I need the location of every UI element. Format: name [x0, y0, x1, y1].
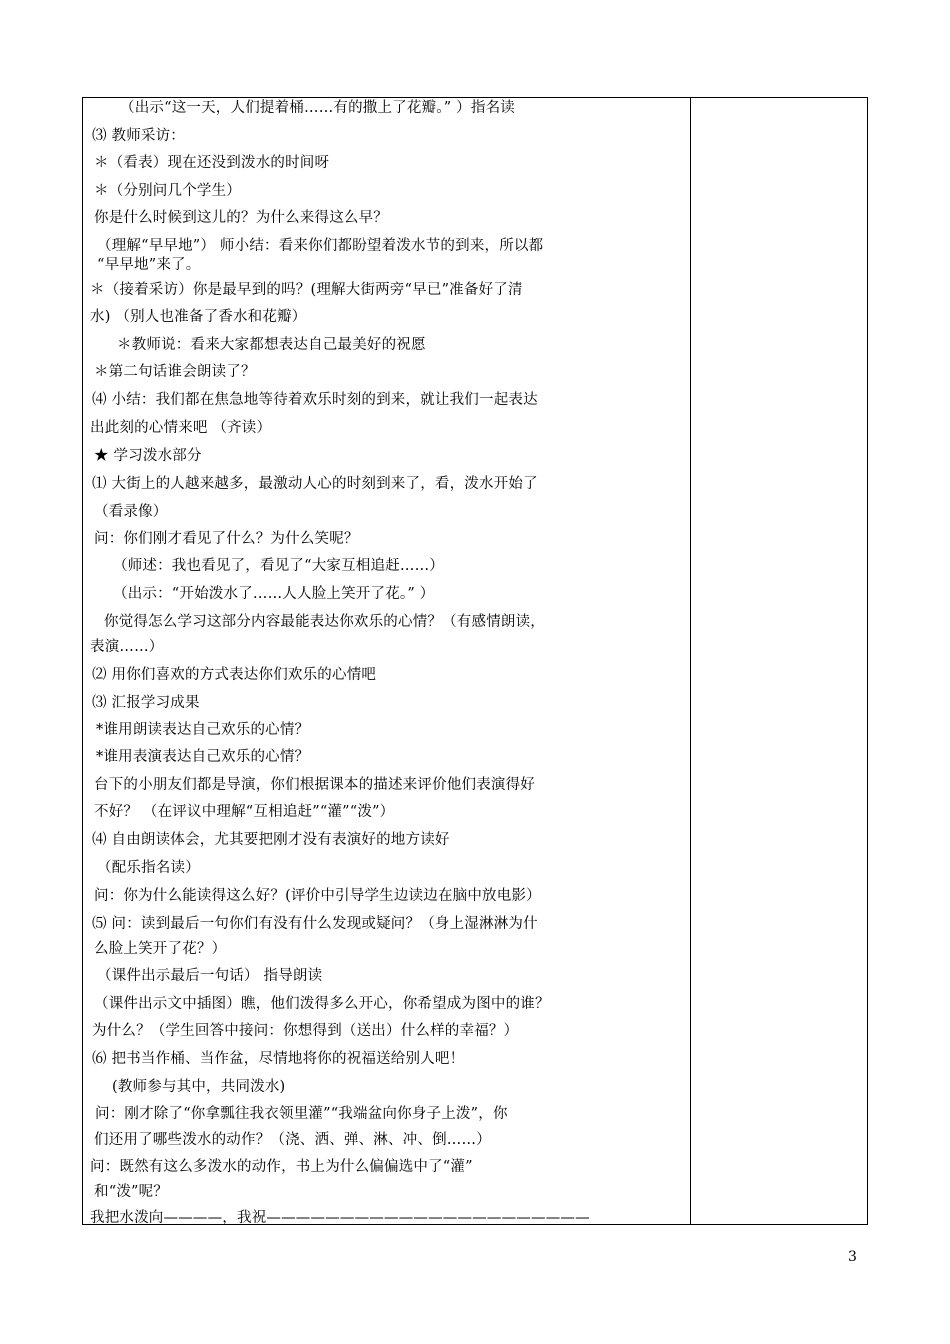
text-line: （课件出示文中插图）瞧，他们泼得多么开心，你希望成为图中的谁？	[94, 996, 550, 1012]
text-line: （理解“早早地”） 师小结：看来你们都盼望着泼水节的到来，所以都	[97, 238, 544, 254]
page-number: 3	[848, 1249, 857, 1265]
text-line: 你觉得怎么学习这部分内容最能表达你欢乐的心情？（有感情朗读，	[104, 614, 545, 630]
lesson-table	[82, 97, 868, 1225]
text-line: *谁用朗读表达自己欢乐的心情？	[96, 722, 310, 738]
text-line: ＊（分别问几个学生）	[94, 183, 241, 199]
text-line: （看录像）	[94, 504, 168, 520]
text-line: ⑵ 用你们喜欢的方式表达你们欢乐的心情吧	[92, 667, 377, 683]
text-line: ⑴ 大街上的人越来越多，最激动人心的时刻到来了，看，泼水开始了	[92, 476, 538, 492]
text-line: 么脸上笑开了花？）	[94, 941, 227, 957]
text-line: 水) （别人也准备了香水和花瓣）	[90, 309, 307, 325]
text-line: （出示：“开始泼水了……人人脸上笑开了花。” ）	[113, 586, 435, 602]
text-line: ⑶ 教师采访：	[92, 128, 186, 144]
text-line: 不好？ （在评议中理解“互相追赶”“灌”“泼”）	[94, 804, 395, 820]
text-line: ⑶ 汇报学习成果	[92, 695, 200, 711]
text-line: ＊（接着采访）你是最早到的吗？(理解大街两旁“早已”准备好了清	[90, 282, 523, 298]
text-line: ＊（看表）现在还没到泼水的时间呀	[94, 155, 330, 171]
text-line: ＊教师说：看来大家都想表达自己最美好的祝愿	[117, 337, 426, 353]
lesson-content-cell	[83, 98, 690, 1224]
text-line: 为什么？（学生回答中接问：你想得到（送出）什么样的幸福？）	[92, 1023, 519, 1039]
text-line: （师述：我也看见了，看见了“大家互相追赶……）	[113, 558, 445, 574]
text-line: 和“泼”呢？	[94, 1184, 169, 1200]
text-line: ⑹ 把书当作桶、当作盆，尽情地将你的祝福送给别人吧！	[92, 1051, 465, 1067]
text-line: 台下的小朋友们都是导演，你们根据课本的描述来评价他们表演得好	[94, 777, 535, 793]
text-line: ⑷ 自由朗读体会，尤其要把刚才没有表演好的地方读好	[92, 832, 450, 848]
text-line: 问：你们刚才看见了什么？为什么笑呢？	[94, 531, 359, 547]
text-line: ＊第二句话谁会朗读了？	[94, 364, 256, 380]
text-line: （配乐指名读）	[97, 860, 200, 876]
text-line: （课件出示最后一句话） 指导朗读	[97, 968, 323, 984]
text-line: ★ 学习泼水部分	[94, 448, 202, 464]
text-line: “早早地”来了。	[97, 257, 201, 273]
text-line: ⑸ 问：读到最后一句你们有没有什么发现或疑问？（身上湿淋淋为什	[92, 916, 538, 932]
text-line: 我把水泼向————，我祝——————————————————————	[90, 1210, 590, 1226]
text-line: *谁用表演表达自己欢乐的心情？	[96, 749, 310, 765]
text-line: (教师参与其中，共同泼水)	[112, 1079, 286, 1095]
text-line: 们还用了哪些泼水的动作？（浇、洒、弹、淋、冲、倒……）	[94, 1132, 491, 1148]
text-line: 出此刻的心情来吧 （齐读）	[90, 420, 272, 436]
text-line: 问：既然有这么多泼水的动作，书上为什么偏偏选中了“灌”	[90, 1159, 473, 1175]
notes-cell	[691, 98, 867, 1224]
text-line: ⑷ 小结：我们都在焦急地等待着欢乐时刻的到来，就让我们一起表达	[92, 392, 538, 408]
text-line: 问：你为什么能读得这么好？(评价中引导学生边读边在脑中放电影）	[94, 888, 541, 904]
text-line: （出示“这一天，人们提着桶……有的撒上了花瓣。” ）指名读	[120, 100, 515, 116]
text-line: 你是什么时候到这儿的？为什么来得这么早？	[94, 210, 388, 226]
text-line: 表演……）	[90, 639, 164, 655]
text-line: 问：刚才除了“你拿瓢往我衣领里灌”“我端盆向你身子上泼”，你	[95, 1106, 508, 1122]
